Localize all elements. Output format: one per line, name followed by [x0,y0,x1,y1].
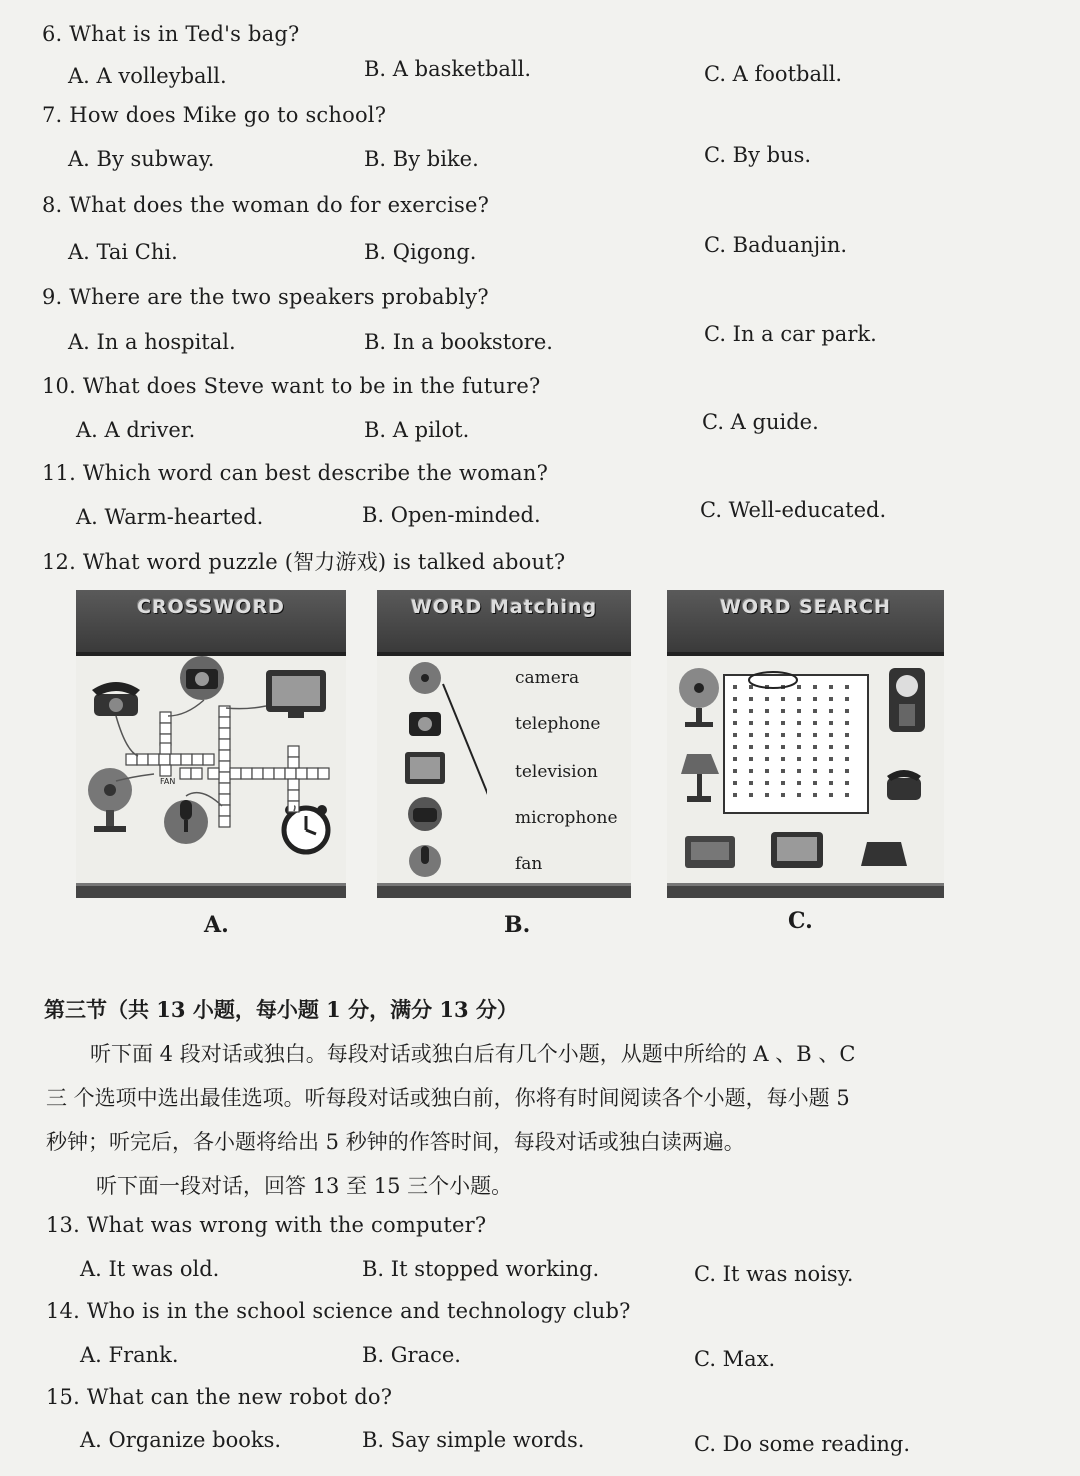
puzzle-label-b: B. [504,912,531,938]
option-11a: A. Warm-hearted. [76,505,264,529]
question-8: 8. What does the woman do for exercise? [42,193,490,217]
radio-icon [685,836,735,868]
television-icon [266,670,326,718]
option-8c: C. Baduanjin. [704,233,848,257]
word-television: television [515,762,598,782]
television-icon [771,832,823,868]
option-15c: C. Do some reading. [694,1432,911,1456]
option-10b: B. A pilot. [364,418,470,442]
question-12: 12. What word puzzle (智力游戏) is talked about? [42,550,566,574]
clock-icon [889,668,925,732]
section-paragraph-line-3: 秒钟；听完后，各小题将给出 5 秒钟的作答时间，每段对话或独白读两遍。 [46,1130,745,1154]
word-microphone: microphone [515,808,618,828]
word-telephone: telephone [515,714,601,734]
word-search-title: WORD SEARCH [720,596,891,618]
question-6: 6. What is in Ted's bag? [42,22,300,46]
puzzle-crossword-panel [76,590,346,898]
section-paragraph-line-2: 三 个选项中选出最佳选项。听每段对话或独白前，你将有时间阅读各个小题，每小题 5 [46,1086,850,1110]
crossword-illustration [76,656,346,886]
microphone-icon [164,800,208,844]
option-7c: C. By bus. [704,143,812,167]
option-8a: A. Tai Chi. [68,240,178,264]
option-6c: C. A football. [704,62,843,86]
fan-icon [409,662,441,694]
option-10c: C. A guide. [702,410,819,434]
crossword-grid [126,706,329,827]
question-10: 10. What does Steve want to be in the future? [42,374,541,398]
word-matching-banner [377,590,631,656]
option-14a: A. Frank. [80,1343,179,1367]
crossword-title: CROSSWORD [137,596,285,618]
option-13b: B. It stopped working. [362,1257,600,1281]
word-search-letters [729,679,865,811]
telephone-icon [408,797,442,831]
option-8b: B. Qigong. [364,240,477,264]
option-14b: B. Grace. [362,1343,461,1367]
option-15b: B. Say simple words. [362,1428,585,1452]
option-9b: B. In a bookstore. [364,330,553,354]
crossword-banner [76,590,346,656]
option-7b: B. By bike. [364,147,479,171]
option-6a: A. A volleyball. [68,64,227,88]
option-13a: A. It was old. [80,1257,220,1281]
question-11: 11. Which word can best describe the woman? [42,461,549,485]
telephone-icon [92,682,140,716]
puzzle-label-a: A. [204,912,229,938]
word-matching-illustration [377,656,487,886]
option-14c: C. Max. [694,1347,776,1371]
telephone-base-icon [861,842,907,866]
option-9c: C. In a car park. [704,322,877,346]
section-instruction: 听下面一段对话，回答 13 至 15 三个小题。 [96,1174,513,1198]
question-15: 15. What can the new robot do? [46,1385,393,1409]
question-7: 7. How does Mike go to school? [42,103,387,127]
fan-icon [679,668,719,727]
word-matching-shelf [377,883,631,898]
puzzle-word-search-panel [667,590,944,898]
word-fan: fan [515,854,543,874]
puzzle-label-c: C. [788,908,813,934]
option-13c: C. It was noisy. [694,1262,854,1286]
word-search-banner [667,590,944,656]
option-6b: B. A basketball. [364,57,532,81]
section-title: 第三节（共 13 小题，每小题 1 分，满分 13 分） [44,997,518,1022]
option-15a: A. Organize books. [80,1428,282,1452]
option-9a: A. In a hospital. [68,330,236,354]
word-matching-title: WORD Matching [410,596,598,618]
word-search-shelf [667,883,944,898]
question-13: 13. What was wrong with the computer? [46,1213,487,1237]
crossword-shelf [76,883,346,898]
option-11b: B. Open-minded. [362,503,541,527]
option-10a: A. A driver. [76,418,196,442]
question-14: 14. Who is in the school science and technology club? [46,1299,631,1323]
option-11c: C. Well-educated. [700,498,887,522]
word-camera: camera [515,668,580,688]
question-9: 9. Where are the two speakers probably? [42,285,489,309]
camera-icon [180,656,224,700]
puzzle-word-matching-panel [377,590,631,898]
fan-icon [88,768,132,832]
camera-icon [409,712,441,736]
television-icon [405,752,445,784]
word-search-grid [723,674,869,814]
microphone-icon [409,845,441,877]
crossword-fan-word: FAN [160,777,176,786]
option-7a: A. By subway. [68,147,215,171]
lamp-icon [681,754,719,802]
section-paragraph-line-1: 听下面 4 段对话或独白。每段对话或独白后有几个小题，从题中所给的 A 、B 、C [90,1042,856,1066]
telephone-icon [887,770,921,800]
